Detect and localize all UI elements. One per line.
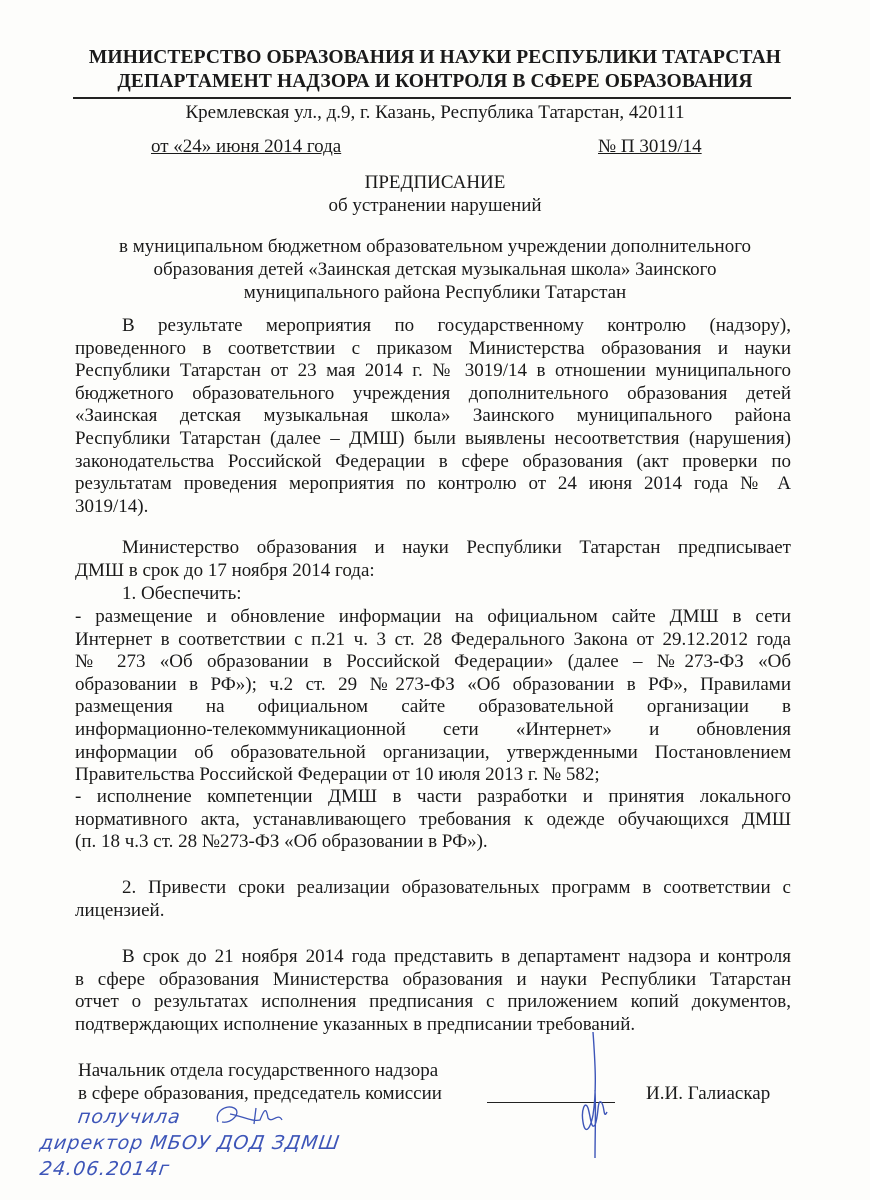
document-date: от «24» июня 2014 года — [151, 136, 342, 157]
text-line: В срок до 21 ноября 2014 года представить в департамент надзора и контроля — [122, 946, 791, 967]
department-name: ДЕПАРТАМЕНТ НАДЗОРА И КОНТРОЛЯ В СФЕРЕ ОБРАЗОВАНИЯ — [117, 71, 753, 92]
text-line: образовании в РФ»); ч.2 ст. 29 №273-ФЗ «Об образовании в РФ», Правилами — [75, 673, 791, 695]
text-line: В результате мероприятия по государственному контролю (надзору), — [122, 315, 791, 336]
signatory-title-1: Начальник отдела государственного надзора — [78, 1060, 439, 1081]
text-line: в муниципальном бюджетном образовательном учреждении дополнительного — [118, 236, 752, 257]
text-line: лицензией. — [75, 899, 165, 921]
text-line: законодательства Российской Федерации в сфере образования (акт проверки по — [75, 450, 791, 472]
document-subtitle: об устранении нарушений — [328, 195, 542, 216]
text-line: в сфере образования Министерства образования и науки Республики Татарстан — [75, 968, 791, 990]
item-1-website — [75, 606, 791, 787]
ministry-name: МИНИСТЕРСТВО ОБРАЗОВАНИЯ И НАУКИ РЕСПУБЛИКИ ТАТАРСТАН — [88, 47, 782, 68]
item-1-heading — [75, 583, 791, 606]
document-title: ПРЕДПИСАНИЕ — [364, 172, 506, 193]
handwritten-date: 24.06.2014г — [38, 1158, 172, 1180]
text-line: 3019/14). — [75, 495, 149, 517]
addressee-block — [40, 235, 830, 304]
paragraph-order — [75, 537, 791, 582]
text-line: № 273 «Об образовании в Российской Федерации» (далее – №273-ФЗ «Об — [75, 651, 791, 673]
header-divider — [73, 97, 791, 99]
text-line: нормативного акта, устанавливающего требования к одежде обучающихся ДМШ — [75, 808, 791, 830]
text-line: результатам проведения мероприятия по контролю от 24 июня 2014 года № А — [75, 473, 791, 495]
text-line: Интернет в соответствии с п.21 ч. 3 ст. 28 Федерального Закона от 29.12.2012 года — [75, 628, 791, 650]
text-line: (п. 18 ч.3 ст. 28 №273-ФЗ «Об образовании в РФ»). — [75, 831, 488, 853]
text-line: Республики Татарстан (далее – ДМШ) были выявлены несоответствия (нарушения) — [75, 427, 791, 449]
signatory-title-2: в сфере образования, председатель комиссии — [78, 1083, 442, 1104]
text-line: - исполнение компетенции ДМШ в части разработки и принятия локального — [75, 786, 791, 807]
signature-image — [555, 1030, 625, 1160]
text-line: информационно-телекоммуникационной сети «Интернет» и обновления — [75, 718, 791, 740]
text-line: 2. Привести сроки реализации образовательных программ в соответствии с — [122, 877, 791, 898]
text-line: Республики Татарстан от 23 мая 2014 г. № 3019/14 в отношении муниципального — [75, 360, 791, 382]
text-line: отчет о результатах исполнения предписания с приложением копий документов, — [75, 991, 791, 1013]
text-line: Правительства Российской Федерации от 10 июля 2013 г. № 582; — [75, 764, 600, 786]
handwritten-position: директор МБОУ ДОД ЗДМШ — [38, 1132, 342, 1154]
handwritten-signature — [212, 1100, 292, 1130]
text-line: муниципального района Республики Татарстан — [243, 282, 627, 303]
text-line: информации об образовательной организации, утвержденными Постановлением — [75, 741, 791, 763]
text-line: проведенного в соответствии с приказом Министерства образования и науки — [75, 337, 791, 359]
text-line: подтверждающих исполнение указанных в предписании требований. — [75, 1013, 636, 1035]
address: Кремлевская ул., д.9, г. Казань, Республика Татарстан, 420111 — [185, 102, 685, 123]
text-line: «Заинская детская музыкальная школа» Заинского муниципального района — [75, 405, 791, 427]
text-line: ДМШ в срок до 17 ноября 2014 года: — [75, 559, 375, 581]
item-2-programs — [75, 877, 791, 922]
paragraph-report-deadline — [75, 946, 791, 1036]
handwritten-received: получила — [76, 1106, 183, 1128]
signatory-name: И.И. Галиаскар — [646, 1083, 771, 1104]
text-line: бюджетного образовательного учреждения дополнительного образования детей — [75, 382, 791, 404]
text-line: образования детей «Заинская детская музыкальная школа» Заинского — [153, 259, 717, 280]
text-line: Министерство образования и науки Республики Татарстан предписывает — [122, 537, 791, 558]
text-line: размещения на официальном сайте образовательной организации в — [75, 696, 791, 718]
text-line: - размещение и обновление информации на официальном сайте ДМШ в сети — [75, 606, 791, 627]
document-number: № П 3019/14 — [598, 136, 702, 157]
item-1-dress-code — [75, 786, 791, 854]
paragraph-findings — [75, 315, 791, 518]
text-line: 1. Обеспечить: — [122, 583, 242, 604]
